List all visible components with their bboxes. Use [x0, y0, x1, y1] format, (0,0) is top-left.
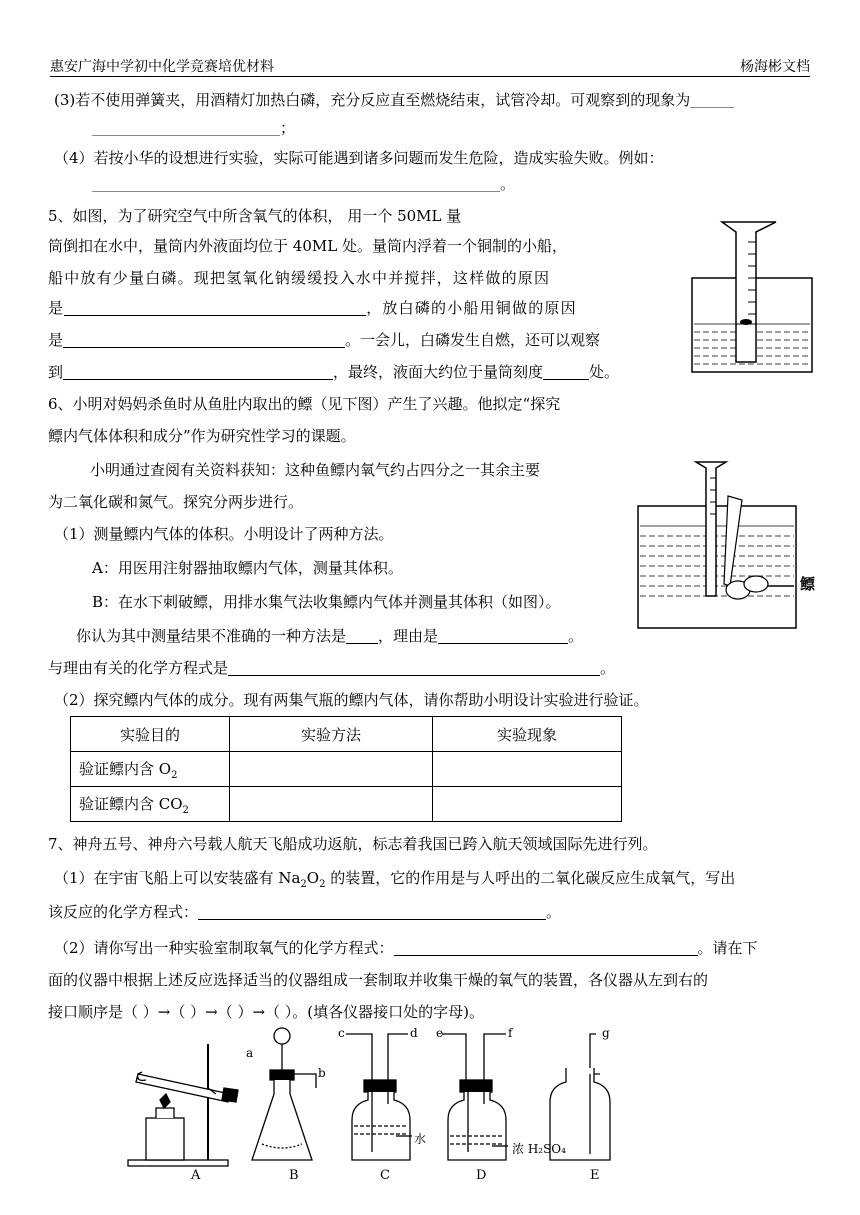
q7-part2-line2: 面的仪器中根据上述反应选择适当的仪器组成一套制取并收集干燥的氧气的装置，各仪器从左到右的: [48, 971, 709, 989]
fish-bladder-label: 鳔: [800, 575, 816, 593]
experiment-table: [70, 716, 622, 822]
table-header-goal: 实验目的: [71, 717, 230, 752]
table-cell-method[interactable]: [230, 787, 433, 822]
header-left: 惠安广海中学初中化学竞赛培优材料: [50, 59, 274, 75]
q5-line4: 是 ，放白磷的小船用铜做的原因: [48, 299, 577, 317]
q6-part1: （1）测量鳔内气体的体积。小明设计了两种方法。: [54, 525, 394, 543]
graduated-cylinder-figure: [688, 218, 816, 376]
q5-line5: 是 。一会儿，白磷发生自燃，还可以观察: [48, 331, 601, 349]
header-rule: [50, 76, 810, 77]
table-header-result: 实验现象: [433, 717, 622, 752]
q5-line2: 筒倒扣在水中，量筒内外液面均位于 40ML 处。量筒内浮着一个铜制的小船，: [48, 237, 567, 255]
apparatus-label-b: B: [289, 1168, 299, 1183]
q6-line4: 为二氧化碳和氮气。探究分两步进行。: [48, 493, 304, 511]
table-row: [71, 752, 622, 787]
port-label-b: b: [318, 1066, 326, 1080]
acid-label: 浓 H₂SO₄: [512, 1142, 566, 1156]
table-cell-method[interactable]: [230, 752, 433, 787]
apparatus-a: [128, 1044, 238, 1166]
q7-part1-equation: 该反应的化学方程式： 。: [48, 903, 562, 921]
port-label-g: g: [602, 1026, 610, 1040]
q5-line1: 5、如图，为了研究空气中所含氧气的体积， 用一个 50ML 量: [48, 207, 462, 225]
apparatus-figure: [120, 1024, 660, 1188]
q6-line3: 小明通过查阅有关资料获知：这种鱼鳔内氧气约占四分之一其余主要: [90, 461, 541, 479]
q5-line6: 到 ，最终，液面大约位于量筒刻度 处。: [48, 363, 620, 381]
q7-part2-line3: 接口顺序是（ ）→（ ）→（ ）→（ ）。(填各仪器接口处的字母)。: [48, 1003, 484, 1021]
port-label-f: f: [508, 1026, 513, 1040]
q4-part4: （4）若按小华的设想进行实验，实际可能遇到诸多问题而发生危险，造成实验失败。例如：: [54, 149, 664, 167]
q6-line1: 6、小明对妈妈杀鱼时从鱼肚内取出的鳔（见下图）产生了兴趣。他拟定“探究: [48, 395, 561, 413]
q4-part3-blank: ；: [92, 118, 295, 138]
q7-part2: （2）请你写出一种实验室制取氧气的化学方程式： 。请在下: [54, 939, 758, 957]
q4-part4-blank: 。: [92, 174, 515, 194]
water-label: 水: [414, 1132, 427, 1146]
q7-line1: 7、神舟五号、神舟六号载人航天飞船成功返航，标志着我国已跨入航天领域国际先进行列。: [48, 835, 658, 853]
table-header-row: [71, 717, 622, 752]
table-cell-result[interactable]: [433, 752, 622, 787]
port-label-d: d: [410, 1026, 418, 1040]
table-header-method: 实验方法: [230, 717, 433, 752]
q6-method-a: A：用医用注射器抽取鳔内气体，测量其体积。: [92, 559, 403, 577]
q6-equation: 与理由有关的化学方程式是 。: [48, 659, 616, 677]
table-row: [71, 787, 622, 822]
apparatus-c: [346, 1034, 412, 1160]
q6-part2: （2）探究鳔内气体的成分。现有两集气瓶的鳔内气体，请你帮助小明设计实验进行验证。: [54, 691, 649, 709]
q4-part3: (3)若不使用弹簧夹，用酒精灯加热白磷，充分反应直至燃烧结束，试管冷却。可观察到的现象为: [54, 90, 734, 110]
q6-line2: 鳔内气体体积和成分”作为研究性学习的课题。: [48, 427, 356, 445]
table-cell-result[interactable]: [433, 787, 622, 822]
header-right: 杨海彬文档: [740, 59, 810, 75]
q6-method-b: B：在水下刺破鳔，用排水集气法收集鳔内气体并测量其体积（如图）。: [92, 593, 561, 611]
table-cell-goal: 验证鳔内含 $CO_2$: [71, 787, 230, 822]
port-label-a: a: [246, 1046, 254, 1060]
fish-bladder-figure: [634, 456, 824, 634]
q6-question: 你认为其中测量结果不准确的一种方法是 ，理由是 。: [76, 627, 584, 645]
port-label-c: c: [338, 1026, 345, 1040]
q7-part1: （1）在宇宙飞船上可以安装盛有 $Na_2O_2$ 的装置，它的作用是与人呼出的二氧化碳反应生成氧气，写出: [54, 869, 736, 890]
apparatus-label-d: D: [476, 1168, 487, 1183]
apparatus-d: [442, 1034, 508, 1160]
apparatus-label-a: A: [191, 1168, 201, 1183]
apparatus-label-c: C: [380, 1168, 390, 1183]
apparatus-b: [252, 1028, 316, 1160]
port-label-e: e: [436, 1026, 444, 1040]
apparatus-label-e: E: [590, 1168, 600, 1183]
table-cell-goal: 验证鳔内含 $O_2$: [71, 752, 230, 787]
q5-line3: 船中放有少量白磷。现把氢氧化钠缓缓投入水中并搅拌，这样做的原因: [48, 269, 551, 287]
